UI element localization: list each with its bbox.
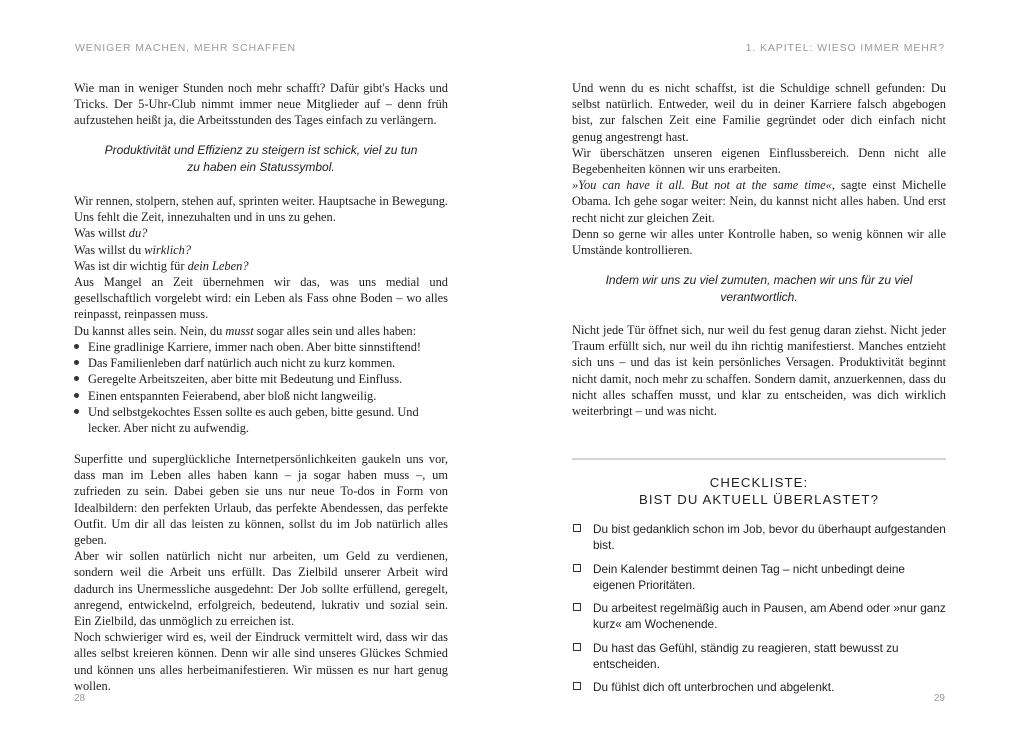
checkbox-icon (573, 564, 581, 572)
checkbox-icon (573, 682, 581, 690)
left-intro-text (74, 80, 448, 129)
checklist-title-line-1: CHECKLISTE: (709, 475, 809, 490)
right-pull-quote: Indem wir uns zu viel zumuten, machen wir uns für zu viel verantwortlich. (605, 273, 913, 304)
question-3: Was ist dir wichtig für dein Leben? (74, 258, 249, 273)
running-head-right: 1. KAPITEL: WIESO IMMER MEHR? (745, 42, 945, 54)
checklist-item: Du fühlst dich oft unterbrochen und abgelenkt. (572, 679, 946, 695)
right-paragraph-5: Nicht jede Tür öffnet sich, nur weil du fest genug daran ziehst. Nicht jeder Traum erfüllt sich, nur weil du ihn richtig manifestierst. Manches entzieht sich uns – und das ist kein persönliches Versagen. Produktivität beginnt nicht damit, noch mehr zu schaffen. Sondern damit, anzuerkennen, dass du nicht alles schaffen musst, und klar zu entscheiden, was dich wirklich weiterbringt – und was nicht. (572, 323, 946, 419)
question-1: Was willst du? (74, 226, 148, 241)
bullet-item: Einen entspannten Feierabend, aber bloß nicht langweilig. (74, 388, 448, 404)
checkbox-icon (573, 603, 581, 611)
bullet-item: Eine gradlinige Karriere, immer nach oben. Aber bitte sinnstiftend! (74, 339, 448, 355)
left-main-text (74, 193, 448, 339)
left-paragraph-1: Wie man in weniger Stunden noch mehr schafft? Dafür gibt's Hacks und Tricks. Der 5-Uhr-Club nimmt immer neue Mitglieder auf – denn früh aufzustehen heißt ja, die Arbeitsstunden des Tages einfach zu verlängern. (74, 81, 448, 128)
page-number-right: 29 (933, 693, 945, 704)
checkbox-icon (573, 643, 581, 651)
bullet-item: Das Familienleben darf natürlich auch nicht zu kurz kommen. (74, 355, 448, 371)
right-paragraph-1: Und wenn du es nicht schaffst, ist die Schuldige schnell gefunden: Du selbst natürlich. Entweder, weil du in deiner Karriere falsch abgebogen bist, zur falschen Zeit eine Familie gegründet oder dich einfach nicht genug angestrengt hast. (572, 81, 946, 144)
checklist-title-line-2: BIST DU AKTUELL ÜBERLASTET? (638, 492, 880, 507)
left-paragraph-2a: Wir rennen, stolpern, stehen auf, sprinten weiter. Hauptsache in Bewegung. Uns fehlt die Zeit, innezuhalten und in uns zu gehen. (74, 194, 448, 225)
running-head-left: WENIGER MACHEN, MEHR SCHAFFEN (75, 42, 296, 54)
left-pull-quote: Produktivität und Effizienz zu steigern ist schick, viel zu tun zu haben ein Statussymbol. (104, 143, 418, 174)
bullet-item: Geregelte Arbeitszeiten, aber bitte mit Bedeutung und Einfluss. (74, 371, 448, 387)
right-paragraph-2: Wir überschätzen unseren eigenen Einflussbereich. Denn nicht alle Begebenheiten können wir uns erarbeiten. (572, 145, 946, 177)
left-closing-text (74, 451, 448, 694)
checklist (572, 521, 946, 703)
bullet-item: Und selbstgekochtes Essen sollte es auch geben, bitte gesund. Und lecker. Aber nicht zu aufwendig. (74, 404, 448, 436)
left-paragraph-3: Superfitte und superglückliche Internetpersönlichkeiten gaukeln uns vor, dass man im Leben alles haben kann – ja sogar haben muss –, um zufrieden zu sein. Dabei geben sie uns nur neue To-dos in Form von Idealbildern: den perfekten Urlaub, das perfekte Abendessen, das perfekte Outfit. Um dir all das leisten zu können, sollst du im Job natürlich alles geben. (74, 452, 448, 548)
checklist-item: Dein Kalender bestimmt deinen Tag – nicht unbedingt deine eigenen Prioritäten. (572, 561, 946, 593)
checkbox-icon (573, 524, 581, 532)
right-intro-text (572, 80, 946, 258)
checklist-item: Du hast das Gefühl, ständig zu reagieren, statt bewusst zu entscheiden. (572, 640, 946, 672)
left-bullet-block (74, 339, 448, 436)
left-paragraph-4: Aber wir sollen natürlich nicht nur arbeiten, um Geld zu verdienen, sondern weil die Arbeit uns erfüllt. Das Zielbild unserer Arbeit wird dadurch ins Unermessliche ausgedehnt: Der Job sollte erfüllend, geregelt, anregend, entwickelnd, erfolgreich, bedeutend, lukrativ und sozial sein. Ein Zielbild, das unmöglich zu erreichen ist. (74, 549, 448, 629)
left-paragraph-2c: Du kannst alles sein. Nein, du musst sogar alles sein und alles haben: (74, 323, 417, 338)
checklist-divider (572, 458, 946, 460)
right-paragraph-4: Denn so gerne wir alles unter Kontrolle haben, so wenig können wir alle Umstände kontrollieren. (572, 226, 946, 258)
question-2: Was willst du wirklich? (74, 242, 192, 257)
left-paragraph-5: Noch schwieriger wird es, weil der Eindruck vermittelt wird, dass wir das alles selbst kreieren können. Denn wir alle sind unseres Glückes Schmied und können uns alles herbeimanifestieren. Wir müssen es nur hart genug wollen. (74, 630, 448, 693)
bullet-list (74, 339, 448, 436)
checklist-item: Du bist gedanklich schon im Job, bevor du überhaupt aufgestanden bist. (572, 521, 946, 553)
checklist-item: Du arbeitest regelmäßig auch in Pausen, am Abend oder »nur ganz kurz« am Wochenende. (572, 600, 946, 632)
right-page (510, 0, 1020, 756)
right-main-text (572, 322, 946, 419)
right-paragraph-3: »You can have it all. But not at the same time«, sagte einst Michelle Obama. Ich gehe sogar weiter: Nein, du kannst nicht alles haben. Und erst recht nicht zur gleichen Zeit. (572, 178, 947, 225)
left-paragraph-2b: Aus Mangel an Zeit übernehmen wir das, was uns medial und gesellschaftlich vorgelebt wird: ein Leben als Fass ohne Boden – wo alles reinpasst, reinpassen muss. (74, 275, 448, 322)
checklist-title (572, 474, 946, 508)
page-number-left: 28 (74, 693, 86, 704)
